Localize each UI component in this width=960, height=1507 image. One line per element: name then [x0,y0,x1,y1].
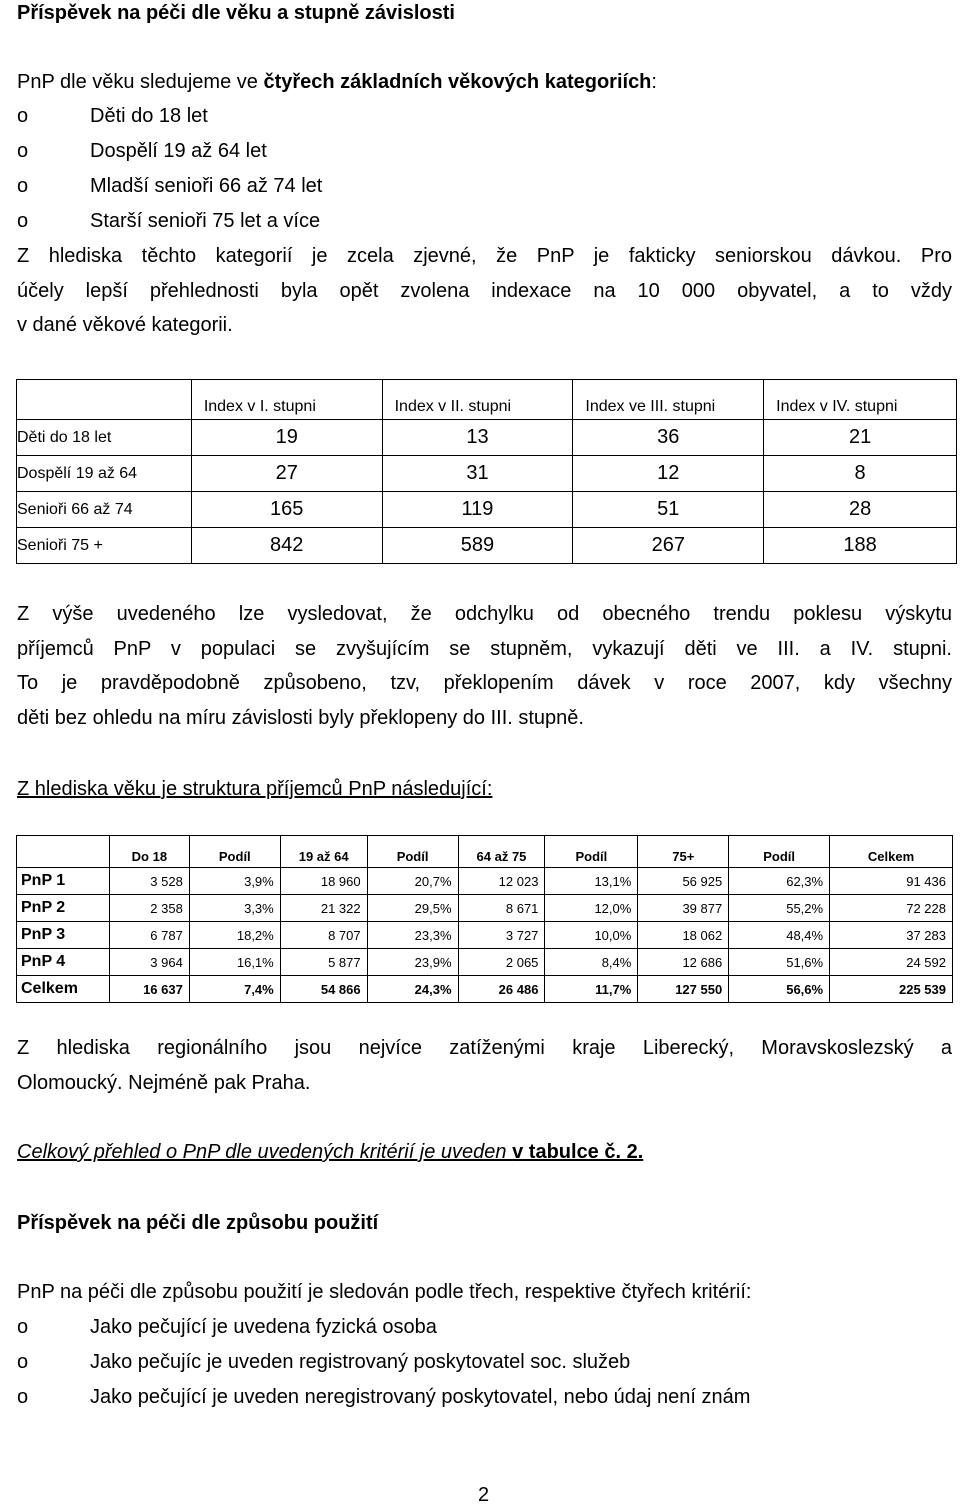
table-header-cell: Podíl [367,836,458,868]
page-number: 2 [477,1484,490,1506]
table-header-cell: Do 18 [109,836,189,868]
bullet-marker: o [17,140,29,162]
table-cell: 13 [382,420,573,456]
table-cell: 24,3% [367,976,458,1003]
table-cell: 5 877 [280,949,367,976]
table-cell: 3,3% [189,895,280,922]
table-cell: 23,9% [367,949,458,976]
table-cell: 56 925 [638,868,729,895]
table-header-cell: Index ve III. stupni [573,380,764,420]
table-cell: 12 686 [638,949,729,976]
bullet-marker: o [17,1316,29,1338]
table-cell: 26 486 [458,976,545,1003]
bullet-marker: o [17,175,29,197]
overview-reference: Celkový přehled o PnP dle uvedených kritérií je uveden v tabulce č. 2. [17,1141,644,1163]
table-reference: v tabulce č. 2. [512,1141,644,1163]
table-cell: 51 [573,492,764,528]
table-cell: 21 [764,420,957,456]
criteria-list [17,1310,750,1415]
table-cell: 3 727 [458,922,545,949]
table-row [17,895,953,922]
table-cell: 36 [573,420,764,456]
table-cell: 2 358 [109,895,189,922]
table-cell: 8,4% [545,949,638,976]
row-label: Dospělí 19 až 64 [17,456,192,492]
bullet-marker: o [17,105,29,127]
table-cell: 11,7% [545,976,638,1003]
table-cell: 8 707 [280,922,367,949]
table-cell: 31 [382,456,573,492]
row-label: Senioři 75 + [17,528,192,564]
table-cell: 119 [382,492,573,528]
table-cell: 27 [191,456,382,492]
table-cell: 3,9% [189,868,280,895]
list-item: o Jako pečující je uvedena fyzická osoba [17,1310,750,1345]
structure-heading: Z hlediska věku je struktura příjemců PnP následující: [17,778,493,800]
table-row [17,456,957,492]
table-row [17,492,957,528]
table-cell: 188 [764,528,957,564]
table-cell: 48,4% [729,922,830,949]
table-header-cell: Index v I. stupni [191,380,382,420]
table-cell: 3 528 [109,868,189,895]
table-cell: 28 [764,492,957,528]
row-label: PnP 3 [17,922,110,949]
table-cell: 12 [573,456,764,492]
table-cell: 7,4% [189,976,280,1003]
usage-intro: PnP na péči dle způsobu použití je sledován podle třech, respektive čtyřech kritérií: [17,1281,752,1303]
table-cell: 72 228 [830,895,953,922]
table-row [17,868,953,895]
table-total-row [17,976,953,1003]
list-item: o Děti do 18 let [17,99,322,134]
table-header-cell: Celkem [830,836,953,868]
table-header-row [17,380,957,420]
table-cell: 12 023 [458,868,545,895]
table-cell: 19 [191,420,382,456]
table-row [17,420,957,456]
list-item: o Dospělí 19 až 64 let [17,134,322,169]
paragraph-deviation: Z výše uvedeného lze vysledovat, že odchylku od obecného trendu poklesu výskytu příjemců PnP v populaci se zvyšujícím se stupněm, vykazují děti ve III. a IV. stupni. To je pravděpodobně způsobeno, tzv, překlopením dávek v roce 2007, kdy všechny děti bez ohledu na míru závislosti byly překlopeny do III. stupně. [17,603,952,729]
row-label: PnP 2 [17,895,110,922]
table-cell: 24 592 [830,949,953,976]
table-cell: 165 [191,492,382,528]
table-cell: 842 [191,528,382,564]
table-cell: 12,0% [545,895,638,922]
table-header-cell: 75+ [638,836,729,868]
table-cell: 18 062 [638,922,729,949]
table-cell: 51,6% [729,949,830,976]
table-row [17,949,953,976]
table-cell: 10,0% [545,922,638,949]
table-header-cell: Index v II. stupni [382,380,573,420]
table-header-cell: 19 až 64 [280,836,367,868]
row-label: Celkem [17,976,110,1003]
table-cell: 13,1% [545,868,638,895]
intro-paragraph: PnP dle věku sledujeme ve čtyřech základních věkových kategoriích: [17,71,657,93]
table-header-cell: 64 až 75 [458,836,545,868]
table-cell: 589 [382,528,573,564]
row-label: PnP 1 [17,868,110,895]
table-cell: 56,6% [729,976,830,1003]
paragraph-seniors: Z hlediska těchto kategorií je zcela zjevné, že PnP je fakticky seniorskou dávkou. Pro účely lepší přehlednosti byla opět zvolena indexace na 10 000 obyvatel, a to vždy v dané věkové kategorii. [17,245,952,336]
table-header-cell [17,380,192,420]
table-cell: 16,1% [189,949,280,976]
table-header-cell: Index v IV. stupni [764,380,957,420]
table-cell: 37 283 [830,922,953,949]
table-header-cell: Podíl [189,836,280,868]
table-cell: 3 964 [109,949,189,976]
table-cell: 267 [573,528,764,564]
table-cell: 16 637 [109,976,189,1003]
table-cell: 18 960 [280,868,367,895]
row-label: PnP 4 [17,949,110,976]
table-cell: 6 787 [109,922,189,949]
bullet-marker: o [17,210,29,232]
row-label: Děti do 18 let [17,420,192,456]
table-cell: 29,5% [367,895,458,922]
table-cell: 23,3% [367,922,458,949]
age-category-list [17,99,322,239]
table-cell: 127 550 [638,976,729,1003]
index-table [16,379,957,564]
table-cell: 20,7% [367,868,458,895]
table-header-row [17,836,953,868]
intro-bold: čtyřech základních věkových kategoriích [263,71,652,93]
table-cell: 55,2% [729,895,830,922]
table-cell: 8 [764,456,957,492]
list-item: o Mladší senioři 66 až 74 let [17,169,322,204]
table-cell: 39 877 [638,895,729,922]
table-cell: 54 866 [280,976,367,1003]
table-header-cell: Podíl [545,836,638,868]
list-item: o Jako pečujíc je uveden registrovaný poskytovatel soc. služeb [17,1345,750,1380]
section-heading-age: Příspěvek na péči dle věku a stupně závislosti [17,2,455,24]
table-cell: 21 322 [280,895,367,922]
bullet-marker: o [17,1386,29,1408]
table-cell: 91 436 [830,868,953,895]
table-cell: 2 065 [458,949,545,976]
table-row [17,922,953,949]
table-cell: 225 539 [830,976,953,1003]
table-cell: 18,2% [189,922,280,949]
table-cell: 62,3% [729,868,830,895]
age-structure-table [16,835,953,1003]
section-heading-usage: Příspěvek na péči dle způsobu použití [17,1212,379,1234]
table-header-cell [17,836,110,868]
table-cell: 8 671 [458,895,545,922]
list-item: o Starší senioři 75 let a více [17,204,322,239]
row-label: Senioři 66 až 74 [17,492,192,528]
table-row [17,528,957,564]
list-item: o Jako pečující je uveden neregistrovaný poskytovatel, nebo údaj není znám [17,1380,750,1415]
paragraph-regional: Z hlediska regionálního jsou nejvíce zatíženými kraje Liberecký, Moravskoslezský a Olomoucký. Nejméně pak Praha. [17,1037,952,1094]
bullet-marker: o [17,1351,29,1373]
table-header-cell: Podíl [729,836,830,868]
